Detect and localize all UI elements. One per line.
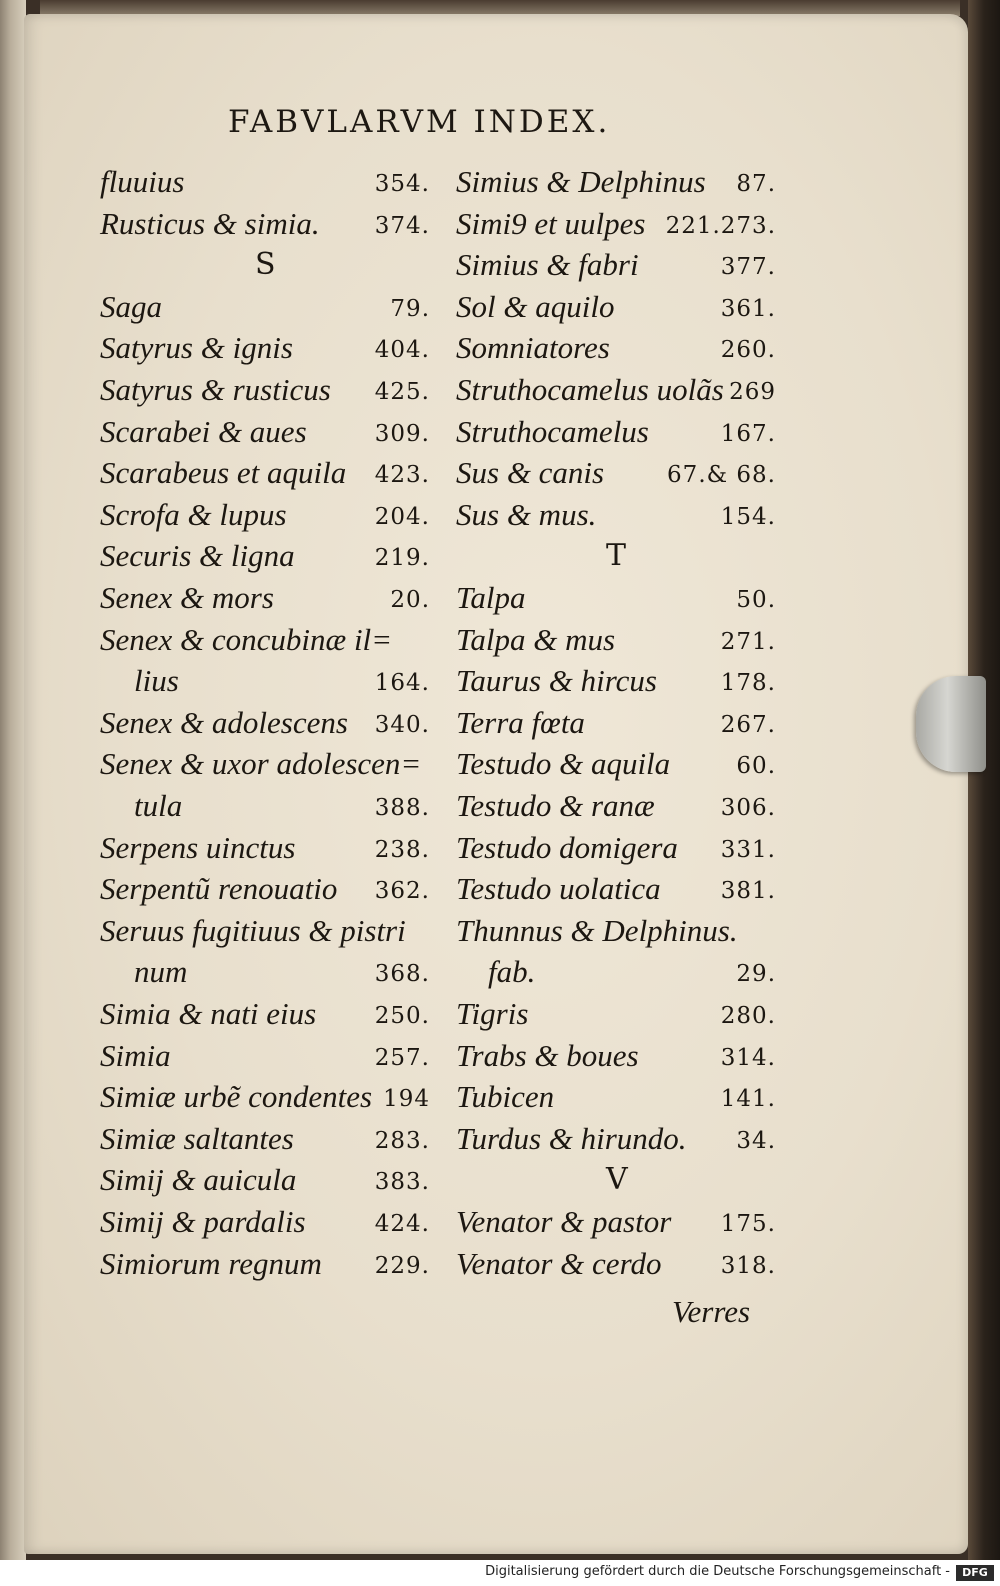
entry-label: Senex & concubinæ il= (100, 621, 393, 657)
entry-page-number: 362. (374, 878, 430, 905)
entry-page-number: 361. (720, 295, 776, 322)
index-entry (100, 828, 430, 868)
index-entry (456, 828, 776, 868)
entry-label: Trabs & boues (456, 1037, 639, 1073)
entry-page-number: 257. (374, 1044, 430, 1071)
entry-page-number: 219. (374, 545, 430, 572)
entry-page-number: 368. (374, 961, 430, 988)
entry-page-number: 50. (736, 587, 776, 613)
entry-label: Talpa (456, 580, 526, 615)
entry-label: Simi9 et uulpes (456, 205, 646, 241)
entry-page-number: 20. (390, 587, 430, 613)
book-spine-left (0, 0, 26, 1560)
index-entry (456, 328, 776, 368)
entry-label: Simius & fabri (456, 247, 639, 283)
index-entry (134, 952, 430, 992)
entry-label: Talpa & mus (456, 621, 616, 657)
index-entry (134, 786, 430, 826)
entry-page-number: 280. (720, 1003, 776, 1029)
index-entry (100, 869, 430, 909)
page-header: FABVLARVM INDEX. (228, 104, 611, 140)
entry-page-number: 269 (729, 379, 776, 405)
index-entry (100, 994, 430, 1034)
index-entry (100, 620, 430, 660)
entry-label: Satyrus & ignis (100, 330, 293, 366)
index-entry (456, 495, 776, 535)
entry-page-number: 267. (720, 711, 776, 738)
entry-label: Thunnus & Delphinus. (456, 912, 738, 948)
index-entry (100, 703, 430, 743)
index-entry (456, 245, 776, 285)
entry-label: Tubicen (456, 1079, 555, 1115)
index-entry (456, 287, 776, 327)
entry-label: Saga (100, 288, 162, 324)
entry-page-number: 318. (720, 1252, 776, 1279)
entry-label: Serpens uinctus (100, 829, 296, 865)
entry-page-number: 425. (374, 379, 430, 405)
index-entry (456, 162, 776, 202)
index-entry (100, 204, 430, 244)
index-entry (100, 162, 430, 202)
entry-page-number: 229. (374, 1252, 430, 1279)
index-entry (100, 536, 430, 576)
entry-page-number: 377. (720, 254, 776, 281)
entry-page-number: 381. (720, 878, 776, 905)
index-entry (456, 370, 776, 410)
index-entry (456, 204, 776, 244)
index-entry (456, 703, 776, 743)
entry-page-number: 67.& 68. (667, 462, 776, 489)
index-entry (456, 869, 776, 909)
index-entry (456, 786, 776, 826)
entry-label: Seruus fugitiuus & pistri (100, 912, 406, 948)
entry-label: Turdus & hirundo. (456, 1120, 687, 1156)
entry-label: Struthocamelus uolãs (456, 372, 724, 407)
entry-label: Testudo domigera (456, 829, 678, 865)
entry-page-number: 60. (736, 753, 776, 780)
entry-page-number: 424. (374, 1211, 430, 1237)
catchword-text: Verres (672, 1294, 751, 1329)
entry-page-number: 87. (736, 171, 776, 197)
entry-label: Testudo & aquila (456, 746, 671, 782)
index-entry (456, 1077, 776, 1117)
entry-page-number: 34. (736, 1127, 776, 1154)
entry-page-number: 238. (374, 836, 430, 863)
entry-label: Testudo & ranæ (456, 788, 655, 823)
entry-label: Simia (100, 1037, 171, 1073)
entry-page-number: 388. (374, 795, 430, 821)
index-entry (456, 661, 776, 701)
entry-label: Tigris (456, 996, 529, 1031)
entry-page-number: 271. (720, 628, 776, 655)
entry-page-number: 79. (390, 295, 430, 322)
entry-label: fab. (488, 954, 536, 990)
entry-label: Sus & canis (456, 455, 605, 491)
entry-label: Taurus & hircus (456, 663, 657, 699)
entry-page-number: 306. (720, 795, 776, 821)
entry-label: Sus & mus. (456, 496, 597, 532)
entry-page-number: 309. (374, 420, 430, 447)
section-letter: V (606, 1162, 628, 1198)
entry-page-number: 221.273. (665, 212, 776, 239)
index-entry (100, 328, 430, 368)
entry-label: Scrofa & lupus (100, 496, 287, 532)
index-entry (456, 578, 776, 618)
entry-label: Venator & cerdo (456, 1245, 662, 1281)
entry-page-number: 250. (374, 1003, 430, 1029)
book-binding-right (968, 0, 1000, 1560)
entry-page-number: 154. (720, 503, 776, 530)
entry-label: Scarabeus et aquila (100, 455, 347, 491)
entry-page-number: 374. (374, 212, 430, 239)
index-entry (456, 744, 776, 784)
index-entry (456, 1036, 776, 1076)
entry-page-number: 204. (374, 503, 430, 530)
index-entry (456, 1244, 776, 1284)
entry-label: Scarabei & aues (100, 413, 307, 449)
entry-label: lius (134, 663, 179, 699)
footer-bar (0, 1560, 1000, 1586)
entry-label: tula (134, 788, 183, 823)
entry-label: Simiæ saltantes (100, 1120, 294, 1156)
index-entry (100, 412, 430, 452)
entry-page-number: 331. (720, 836, 776, 863)
entry-page-number: 194 (383, 1086, 430, 1113)
index-entry (100, 911, 430, 951)
entry-page-number: 29. (736, 961, 776, 988)
index-entry (456, 412, 776, 452)
entry-page-number: 340. (374, 711, 430, 738)
entry-label: Terra fœta (456, 704, 585, 740)
entry-label: Securis & ligna (100, 538, 295, 574)
entry-label: Satyrus & rusticus (100, 372, 331, 407)
index-entry (100, 1036, 430, 1076)
index-entry (456, 620, 776, 660)
entry-page-number: 164. (374, 670, 430, 697)
entry-page-number: 141. (720, 1086, 776, 1113)
index-entry (100, 495, 430, 535)
entry-page-number: 178. (720, 670, 776, 697)
entry-label: Simius & Delphinus (456, 164, 706, 199)
entry-label: Somniatores (456, 330, 610, 366)
index-entry (100, 1077, 430, 1117)
index-entry (100, 1202, 430, 1242)
entry-label: fluuius (100, 164, 185, 199)
entry-label: Senex & adolescens (100, 704, 348, 740)
index-entry (100, 453, 430, 493)
entry-label: Rusticus & simia. (100, 205, 320, 241)
page-clip (916, 676, 986, 772)
index-entry (456, 1119, 776, 1159)
entry-label: Simiæ urbẽ condentes (100, 1079, 373, 1115)
index-entry (100, 578, 430, 618)
index-entry (100, 1160, 430, 1200)
index-entry (100, 744, 430, 784)
entry-page-number: 283. (374, 1127, 430, 1154)
index-entry (100, 287, 430, 327)
entry-label: Struthocamelus (456, 413, 649, 449)
entry-page-number: 423. (374, 462, 430, 489)
index-entry (100, 1119, 430, 1159)
index-entry (100, 1244, 430, 1284)
entry-label: Senex & uxor adolescen= (100, 746, 422, 782)
index-entry (100, 370, 430, 410)
dfg-logo: DFG (956, 1565, 994, 1581)
index-entry (456, 994, 776, 1034)
entry-page-number: 354. (374, 171, 430, 197)
index-entry (456, 1202, 776, 1242)
entry-label: Senex & mors (100, 580, 274, 615)
section-letter: S (255, 247, 276, 283)
entry-page-number: 167. (720, 420, 776, 447)
entry-label: Venator & pastor (456, 1204, 672, 1239)
entry-page-number: 260. (720, 337, 776, 364)
entry-label: Sol & aquilo (456, 288, 615, 324)
section-letter: T (606, 538, 627, 574)
entry-label: Simia & nati eius (100, 996, 317, 1031)
index-entry (456, 453, 776, 493)
entry-page-number: 175. (720, 1211, 776, 1237)
index-entry (456, 911, 776, 951)
entry-page-number: 383. (374, 1169, 430, 1196)
footer-credit: Digitalisierung gefördert durch die Deutsche Forschungsgemeinschaft - (485, 1564, 950, 1579)
entry-label: Simij & pardalis (100, 1204, 306, 1239)
index-entry (488, 952, 776, 992)
entry-page-number: 404. (374, 337, 430, 364)
entry-label: Serpentũ renouatio (100, 871, 338, 907)
entry-label: num (134, 954, 188, 990)
catchword (672, 1292, 792, 1332)
index-entry (134, 661, 430, 701)
entry-page-number: 314. (720, 1044, 776, 1071)
entry-label: Testudo uolatica (456, 871, 661, 907)
entry-label: Simij & auicula (100, 1162, 297, 1198)
entry-label: Simiorum regnum (100, 1245, 322, 1281)
